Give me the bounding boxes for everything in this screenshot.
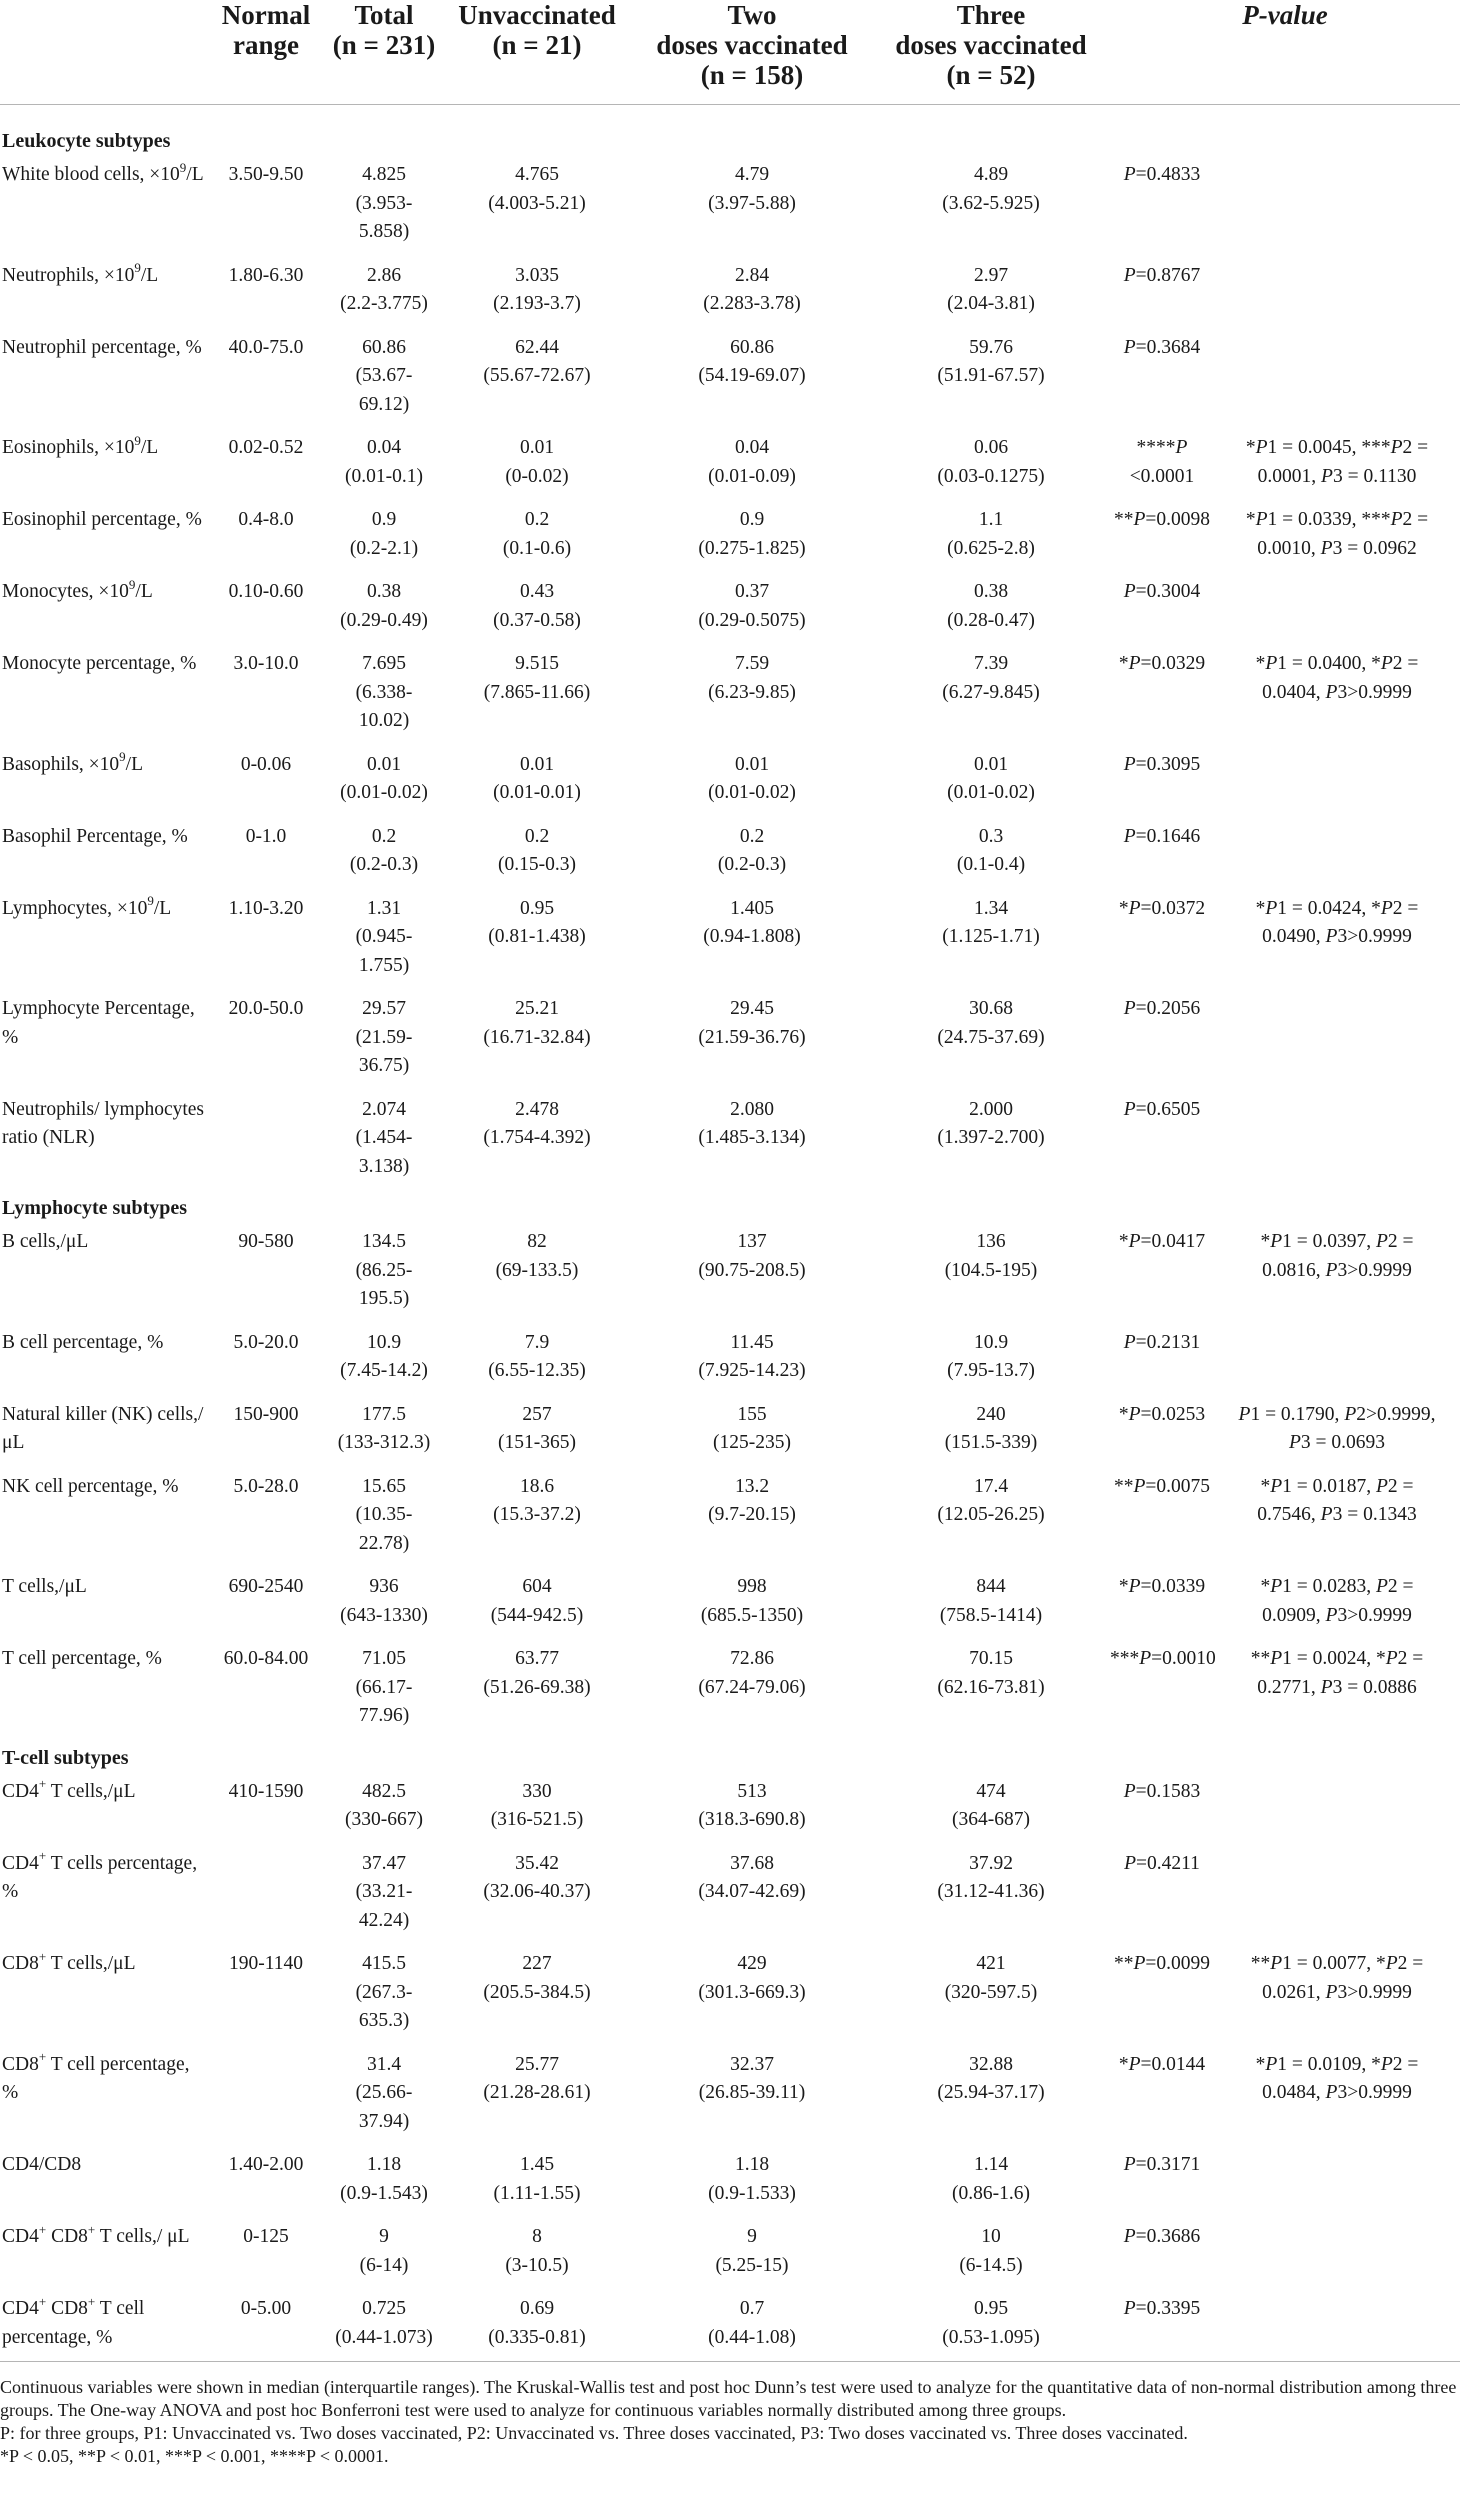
unvaccinated-cell: 0.43 (0.37-0.58)	[493, 581, 581, 631]
unvaccinated-cell: 0.95 (0.81-1.438)	[488, 897, 586, 947]
variable-name-cell: Monocytes, $\times 10^9/L$	[2, 576, 153, 602]
total-cell: 134.5 (86.25- 195.5)	[355, 1231, 413, 1309]
p-value-cell: P=0.3395	[1123, 2298, 1201, 2319]
post-hoc-cell	[1214, 256, 1460, 328]
total-cell: 4.825 (3.953- 5.858)	[355, 164, 413, 242]
table-row	[0, 1090, 1460, 1191]
two-doses-cell: 29.45 (21.59-36.76)	[698, 998, 806, 1048]
two-doses-cell: 0.9 (0.275-1.825)	[698, 509, 806, 559]
post-hoc-cell	[1214, 817, 1460, 889]
two-doses-cell: 11.45 (7.925-14.23)	[698, 1331, 806, 1381]
footer-padding	[0, 2468, 1460, 2498]
three-doses-cell: 30.68 (24.75-37.69)	[937, 998, 1045, 1048]
variable-name-cell: B cell percentage, %	[2, 1331, 164, 1353]
p-value-cell: P=0.1583	[1123, 1780, 1201, 1802]
two-doses-cell: 155 (125-235)	[713, 1403, 791, 1453]
header-unvaccinated: Unvaccinated (n = 21)	[458, 0, 616, 60]
post-hoc-cell	[1214, 155, 1460, 256]
table-row	[0, 989, 1460, 1090]
header-two-doses: Two doses vaccinated (n = 158)	[656, 0, 848, 90]
total-cell: 1.31 (0.945- 1.755)	[355, 897, 413, 976]
post-hoc-cell: *P1 = 0.0187, P2 = 0.7546, P3 = 0.1343	[1257, 1475, 1417, 1525]
footnote-p-definitions: P: for three groups, P1: Unvaccinated vs. Two doses vaccinated, P2: Unvaccinated vs. Three doses vaccinated, P3: Two doses vaccinated vs. Three doses vaccinated.	[0, 2423, 1188, 2443]
post-hoc-cell: *P1 = 0.0045, ***P2 = 0.0001, P3 = 0.1130	[1245, 437, 1429, 487]
table-row	[0, 1639, 1460, 1740]
three-doses-cell: 10.9 (7.95-13.7)	[947, 1331, 1035, 1381]
post-hoc-cell	[1214, 745, 1460, 817]
normal-range-cell: 150-900	[233, 1403, 299, 1425]
post-hoc-cell: *P1 = 0.0109, *P2 = 0.0484, P3>0.9999	[1255, 2053, 1419, 2103]
variable-name-cell: B cells,/μL	[2, 1231, 89, 1252]
total-cell: 0.38 (0.29-0.49)	[340, 581, 428, 631]
two-doses-cell: 9 (5.25-15)	[715, 2226, 789, 2276]
three-doses-cell: 1.14 (0.86-1.6)	[952, 2154, 1030, 2204]
variable-name-cell: CD8+ T cells,/μL	[2, 1948, 136, 1974]
unvaccinated-cell: 63.77 (51.26-69.38)	[483, 1648, 591, 1698]
normal-range-cell: 0.02-0.52	[228, 437, 304, 458]
post-hoc-cell	[1214, 328, 1460, 429]
variable-name-cell: T cell percentage, %	[2, 1648, 162, 1669]
header-spacer	[0, 105, 1460, 124]
total-cell: 10.9 (7.45-14.2)	[340, 1331, 428, 1381]
p-value-cell: *P=0.0339	[1118, 1576, 1206, 1597]
p-value-cell: *P=0.0417	[1118, 1231, 1206, 1252]
total-cell: 2.074 (1.454- 3.138)	[355, 1098, 413, 1177]
p-value-cell: **P=0.0098	[1113, 509, 1211, 530]
normal-range-cell: 3.0-10.0	[233, 653, 299, 674]
normal-range-cell: 3.50-9.50	[228, 164, 304, 185]
table-row	[0, 817, 1460, 889]
post-hoc-cell	[1214, 572, 1460, 644]
total-cell: 415.5 (267.3- 635.3)	[355, 1953, 413, 2031]
variable-name-cell: CD4+ CD8+ T cell percentage, %	[2, 2293, 145, 2348]
post-hoc-cell	[1214, 1772, 1460, 1844]
unvaccinated-cell: 8 (3-10.5)	[505, 2226, 569, 2276]
table-row	[0, 1395, 1460, 1467]
variable-name-cell: CD8+ T cell percentage, %	[2, 2049, 190, 2103]
table-row	[0, 1323, 1460, 1395]
p-value-cell: *P=0.0329	[1118, 653, 1206, 674]
table-row	[0, 2045, 1460, 2146]
total-cell: 2.86 (2.2-3.775)	[340, 264, 428, 314]
post-hoc-cell: *P1 = 0.0424, *P2 = 0.0490, P3>0.9999	[1255, 897, 1419, 947]
section-title: Lymphocyte subtypes	[2, 1197, 188, 1219]
p-value-cell: P=0.6505	[1123, 1098, 1201, 1120]
variable-name-cell: NK cell percentage, %	[2, 1475, 179, 1497]
three-doses-cell: 1.1 (0.625-2.8)	[947, 509, 1035, 559]
unvaccinated-cell: 9.515 (7.865-11.66)	[483, 653, 591, 703]
two-doses-cell: 0.37 (0.29-0.5075)	[698, 581, 806, 631]
two-doses-cell: 0.04 (0.01-0.09)	[708, 437, 796, 487]
two-doses-cell: 0.01 (0.01-0.02)	[708, 753, 796, 803]
post-hoc-cell: P1 = 0.1790, P2>0.9999, P3 = 0.0693	[1238, 1403, 1436, 1453]
two-doses-cell: 37.68 (34.07-42.69)	[698, 1852, 806, 1902]
table-row	[0, 2145, 1460, 2217]
p-value-cell: P=0.3004	[1123, 581, 1201, 602]
three-doses-cell: 7.39 (6.27-9.845)	[942, 653, 1040, 703]
unvaccinated-cell: 0.2 (0.15-0.3)	[498, 825, 576, 875]
unvaccinated-cell: 25.77 (21.28-28.61)	[483, 2053, 591, 2103]
post-hoc-cell	[1214, 989, 1460, 1090]
normal-range-cell: 0.4-8.0	[238, 509, 294, 530]
two-doses-cell: 0.2 (0.2-0.3)	[717, 825, 787, 875]
normal-range-cell: 0.10-0.60	[228, 581, 304, 602]
two-doses-cell: 2.84 (2.283-3.78)	[703, 264, 801, 314]
variable-name-cell: CD4+ CD8+ T cells,/ μL	[2, 2221, 190, 2247]
three-doses-cell: 10 (6-14.5)	[959, 2226, 1023, 2276]
two-doses-cell: 32.37 (26.85-39.11)	[698, 2053, 806, 2103]
normal-range-cell: 190-1140	[228, 1953, 304, 1974]
variable-name-cell: T cells,/μL	[2, 1576, 87, 1597]
header-row	[0, 0, 1460, 105]
table-row	[0, 428, 1460, 500]
three-doses-cell: 0.3 (0.1-0.4)	[956, 825, 1026, 875]
variable-name-cell: Basophil Percentage, %	[2, 825, 188, 847]
footnote-significance: *P < 0.05, **P < 0.01, ***P < 0.001, ****P < 0.0001.	[0, 2446, 389, 2466]
three-doses-cell: 474 (364-687)	[952, 1780, 1030, 1830]
p-value-cell: P=0.3171	[1123, 2154, 1201, 2175]
p-value-cell: **P=0.0099	[1113, 1953, 1211, 1974]
total-cell: 0.01 (0.01-0.02)	[340, 753, 428, 803]
section-title: Leukocyte subtypes	[2, 130, 171, 152]
normal-range-cell: 0-5.00	[240, 2298, 292, 2319]
total-cell: 7.695 (6.338- 10.02)	[355, 653, 413, 731]
total-cell: 1.18 (0.9-1.543)	[340, 2154, 428, 2204]
two-doses-cell: 13.2 (9.7-20.15)	[708, 1475, 796, 1525]
total-cell: 15.65 (10.35- 22.78)	[355, 1475, 413, 1554]
table-row	[0, 745, 1460, 817]
p-value-cell: P=0.8767	[1123, 264, 1201, 286]
p-value-cell: **P=0.0075	[1113, 1475, 1211, 1497]
table-row	[0, 256, 1460, 328]
unvaccinated-cell: 7.9 (6.55-12.35)	[488, 1331, 586, 1381]
total-cell: 37.47 (33.21- 42.24)	[355, 1852, 413, 1931]
variable-name-cell: Neutrophils/ lymphocytes ratio (NLR)	[2, 1098, 205, 1148]
normal-range-cell: 1.40-2.00	[228, 2154, 304, 2175]
total-cell: 31.4 (25.66- 37.94)	[355, 2053, 413, 2132]
unvaccinated-cell: 25.21 (16.71-32.84)	[483, 998, 591, 1048]
three-doses-cell: 0.06 (0.03-0.1275)	[937, 437, 1045, 487]
section-title: T-cell subtypes	[2, 1746, 129, 1769]
footnote-methods: Continuous variables were shown in median (interquartile ranges). The Kruskal-Wallis test and post hoc Dunn’s test were used to analyze for the quantitative data of non-normal distribution among three groups. The One-way ANOVA and post hoc Bonferroni test were used to analyze for continuous variables normally distributed among three groups.	[0, 2377, 1457, 2420]
unvaccinated-cell: 0.01 (0-0.02)	[505, 437, 569, 487]
header-total: Total (n = 231)	[332, 0, 436, 60]
three-doses-cell: 70.15 (62.16-73.81)	[937, 1648, 1045, 1698]
three-doses-cell: 0.38 (0.28-0.47)	[947, 581, 1035, 631]
table-row	[0, 1772, 1460, 1844]
variable-name-cell: Eosinophil percentage, %	[2, 509, 202, 530]
total-cell: 0.2 (0.2-0.3)	[349, 825, 419, 875]
p-value-cell: P=0.4211	[1124, 1852, 1200, 1874]
p-value-cell: *P=0.0144	[1118, 2053, 1206, 2075]
table-row	[0, 572, 1460, 644]
normal-range-cell	[206, 2045, 326, 2146]
three-doses-cell: 0.95 (0.53-1.095)	[942, 2298, 1040, 2348]
variable-name-cell: Monocyte percentage, %	[2, 653, 197, 674]
three-doses-cell: 421 (320-597.5)	[944, 1953, 1038, 2003]
unvaccinated-cell: 35.42 (32.06-40.37)	[483, 1852, 591, 1902]
total-cell: 936 (643-1330)	[340, 1576, 428, 1626]
variable-name-cell: Natural killer (NK) cells,/μL	[2, 1403, 204, 1453]
variable-name-cell: Eosinophils, $\times 10^9/L$	[2, 432, 159, 458]
three-doses-cell: 17.4 (12.05-26.25)	[937, 1475, 1045, 1525]
variable-name-cell: Lymphocytes, $\times 10^9/L$	[2, 893, 172, 919]
post-hoc-cell: *P1 = 0.0397, P2 = 0.0816, P3>0.9999	[1260, 1231, 1414, 1281]
post-hoc-cell	[1214, 1844, 1460, 1945]
unvaccinated-cell: 257 (151-365)	[498, 1403, 576, 1453]
variable-name-cell: CD4+ T cells,/μL	[2, 1776, 136, 1802]
p-value-cell: P=0.3686	[1123, 2226, 1201, 2247]
unvaccinated-cell: 0.69 (0.335-0.81)	[488, 2298, 586, 2348]
post-hoc-cell	[1214, 2217, 1460, 2289]
table-row	[0, 2289, 1460, 2362]
table-row	[0, 328, 1460, 429]
table-row	[0, 644, 1460, 745]
header-p-value: P-value	[1242, 0, 1328, 30]
table-body	[0, 105, 1460, 2362]
variable-name-cell: Neutrophil percentage, %	[2, 336, 202, 358]
normal-range-cell: 1.10-3.20	[228, 897, 304, 919]
two-doses-cell: 0.7 (0.44-1.08)	[708, 2298, 796, 2348]
table-row	[0, 500, 1460, 572]
two-doses-cell: 513 (318.3-690.8)	[698, 1780, 806, 1830]
two-doses-cell: 7.59 (6.23-9.85)	[708, 653, 796, 703]
two-doses-cell: 1.405 (0.94-1.808)	[703, 897, 801, 947]
total-cell: 60.86 (53.67- 69.12)	[355, 336, 413, 415]
total-cell: 71.05 (66.17- 77.96)	[355, 1648, 413, 1726]
p-value-cell: ****P <0.0001	[1129, 437, 1195, 487]
section-header	[0, 1190, 1460, 1222]
p-value-cell: P=0.2131	[1123, 1331, 1201, 1353]
normal-range-cell: 0-0.06	[240, 753, 292, 775]
normal-range-cell: 90-580	[238, 1231, 294, 1252]
post-hoc-cell	[1214, 2145, 1460, 2217]
header-normal-range: Normal range	[221, 0, 311, 60]
variable-name-cell: Lymphocyte Percentage, %	[2, 998, 195, 1048]
total-cell: 29.57 (21.59- 36.75)	[355, 998, 413, 1076]
table-row	[0, 1222, 1460, 1323]
header-variable	[0, 0, 206, 105]
unvaccinated-cell: 0.2 (0.1-0.6)	[502, 509, 572, 559]
two-doses-cell: 2.080 (1.485-3.134)	[698, 1098, 806, 1148]
variable-name-cell: White blood cells, $\times 10^9/L$	[2, 159, 204, 185]
post-hoc-cell: *P1 = 0.0283, P2 = 0.0909, P3>0.9999	[1260, 1576, 1414, 1626]
section-header	[0, 1740, 1460, 1772]
table-row	[0, 889, 1460, 990]
table-row	[0, 2217, 1460, 2289]
normal-range-cell	[206, 1090, 326, 1191]
unvaccinated-cell: 0.01 (0.01-0.01)	[493, 753, 581, 803]
two-doses-cell: 1.18 (0.9-1.533)	[708, 2154, 796, 2204]
three-doses-cell: 2.97 (2.04-3.81)	[947, 264, 1035, 314]
section-header	[0, 123, 1460, 155]
normal-range-cell: 0-125	[243, 2226, 289, 2247]
post-hoc-cell: *P1 = 0.0339, ***P2 = 0.0010, P3 = 0.0962	[1245, 509, 1429, 559]
three-doses-cell: 136 (104.5-195)	[944, 1231, 1038, 1281]
three-doses-cell: 32.88 (25.94-37.17)	[937, 2053, 1045, 2103]
unvaccinated-cell: 62.44 (55.67-72.67)	[483, 336, 591, 386]
post-hoc-cell: **P1 = 0.0024, *P2 = 0.2771, P3 = 0.0886	[1250, 1648, 1424, 1698]
unvaccinated-cell: 3.035 (2.193-3.7)	[493, 264, 581, 314]
three-doses-cell: 1.34 (1.125-1.71)	[942, 897, 1040, 947]
unvaccinated-cell: 227 (205.5-384.5)	[483, 1953, 591, 2003]
normal-range-cell: 0-1.0	[245, 825, 287, 847]
normal-range-cell: 60.0-84.00	[223, 1648, 309, 1669]
p-value-cell: P=0.4833	[1123, 164, 1201, 185]
normal-range-cell: 20.0-50.0	[228, 998, 304, 1019]
table-row	[0, 1944, 1460, 2045]
p-value-cell: ***P=0.0010	[1110, 1648, 1216, 1669]
two-doses-cell: 998 (685.5-1350)	[700, 1576, 804, 1626]
total-cell: 0.725 (0.44-1.073)	[335, 2298, 433, 2348]
unvaccinated-cell: 82 (69-133.5)	[495, 1231, 579, 1281]
three-doses-cell: 240 (151.5-339)	[944, 1403, 1038, 1453]
post-hoc-cell: **P1 = 0.0077, *P2 = 0.0261, P3>0.9999	[1250, 1953, 1424, 2003]
two-doses-cell: 60.86 (54.19-69.07)	[698, 336, 806, 386]
normal-range-cell: 5.0-20.0	[233, 1331, 299, 1353]
normal-range-cell	[206, 1844, 326, 1945]
post-hoc-cell	[1214, 1090, 1460, 1191]
normal-range-cell: 40.0-75.0	[228, 336, 304, 358]
post-hoc-cell	[1214, 1323, 1460, 1395]
unvaccinated-cell: 2.478 (1.754-4.392)	[483, 1098, 591, 1148]
total-cell: 482.5 (330-667)	[345, 1780, 423, 1830]
post-hoc-cell	[1214, 2289, 1460, 2362]
total-cell: 0.9 (0.2-2.1)	[349, 509, 419, 559]
two-doses-cell: 72.86 (67.24-79.06)	[698, 1648, 806, 1698]
p-value-cell: P=0.3684	[1123, 336, 1201, 358]
table-row	[0, 1567, 1460, 1639]
unvaccinated-cell: 604 (544-942.5)	[490, 1576, 584, 1626]
three-doses-cell: 4.89 (3.62-5.925)	[942, 164, 1040, 214]
two-doses-cell: 137 (90.75-208.5)	[698, 1231, 806, 1281]
normal-range-cell: 5.0-28.0	[233, 1475, 299, 1497]
p-value-cell: P=0.2056	[1123, 998, 1201, 1019]
unvaccinated-cell: 4.765 (4.003-5.21)	[488, 164, 586, 214]
three-doses-cell: 2.000 (1.397-2.700)	[937, 1098, 1045, 1148]
variable-name-cell: CD4+ T cells percentage, %	[2, 1848, 198, 1902]
variable-name-cell: Neutrophils, $\times 10^9/L$	[2, 260, 159, 286]
total-cell: 177.5 (133-312.3)	[337, 1403, 431, 1453]
variable-name-cell: CD4/CD8	[2, 2154, 82, 2175]
footer-divider	[0, 2362, 1460, 2377]
three-doses-cell: 59.76 (51.91-67.57)	[937, 336, 1045, 386]
p-value-cell: *P=0.0372	[1118, 897, 1206, 919]
three-doses-cell: 844 (758.5-1414)	[939, 1576, 1043, 1626]
p-value-cell: P=0.1646	[1123, 825, 1201, 847]
normal-range-cell: 1.80-6.30	[228, 264, 304, 286]
two-doses-cell: 429 (301.3-669.3)	[698, 1953, 806, 2003]
p-value-cell: P=0.3095	[1123, 753, 1201, 775]
unvaccinated-cell: 330 (316-521.5)	[490, 1780, 584, 1830]
two-doses-cell: 4.79 (3.97-5.88)	[708, 164, 796, 214]
normal-range-cell: 690-2540	[228, 1576, 304, 1597]
three-doses-cell: 37.92 (31.12-41.36)	[937, 1852, 1045, 1902]
p-value-cell: *P=0.0253	[1118, 1403, 1206, 1425]
table-row	[0, 1844, 1460, 1945]
normal-range-cell: 410-1590	[228, 1780, 304, 1802]
unvaccinated-cell: 18.6 (15.3-37.2)	[493, 1475, 581, 1525]
three-doses-cell: 0.01 (0.01-0.02)	[947, 753, 1035, 803]
table-row	[0, 155, 1460, 256]
header-three-doses: Three doses vaccinated (n = 52)	[895, 0, 1087, 90]
unvaccinated-cell: 1.45 (1.11-1.55)	[493, 2154, 581, 2204]
total-cell: 0.04 (0.01-0.1)	[345, 437, 423, 487]
total-cell: 9 (6-14)	[359, 2226, 409, 2276]
variable-name-cell: Basophils, $\times 10^9/L$	[2, 749, 144, 775]
table-row	[0, 1467, 1460, 1568]
post-hoc-cell: *P1 = 0.0400, *P2 = 0.0404, P3>0.9999	[1255, 653, 1419, 703]
